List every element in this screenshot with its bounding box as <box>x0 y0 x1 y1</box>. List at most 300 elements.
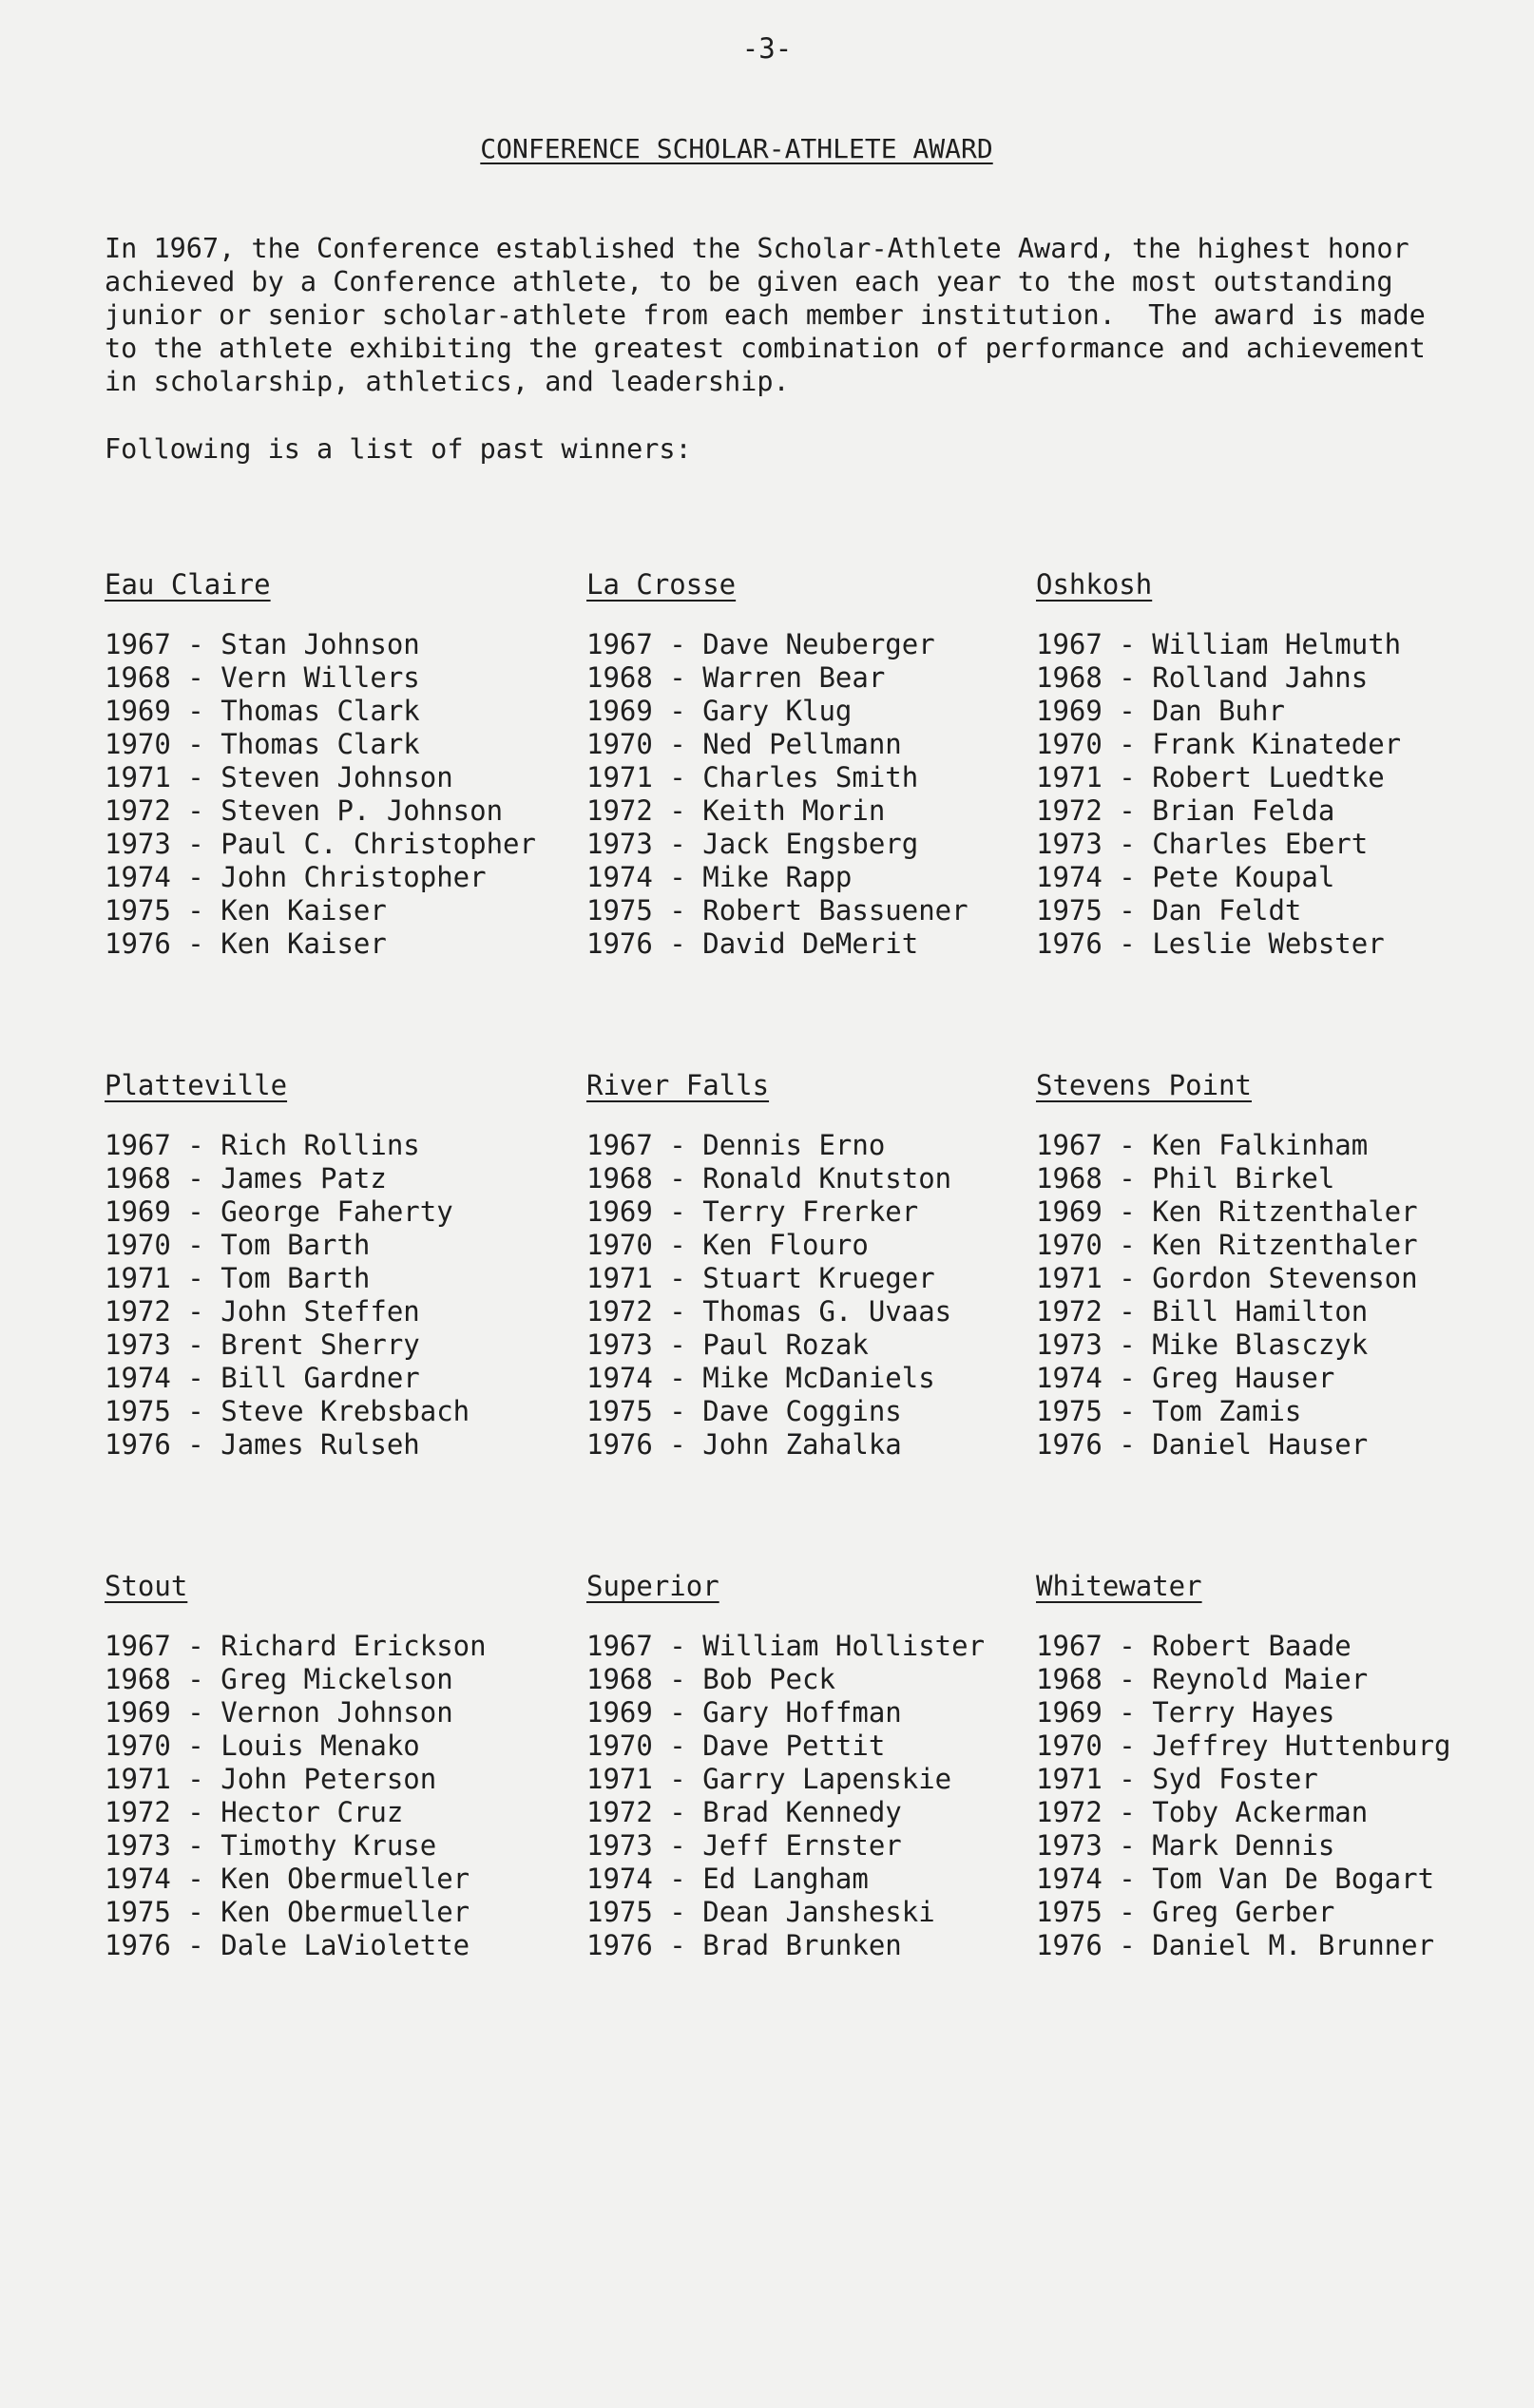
winner-entry <box>1036 1663 1502 1696</box>
winner-year: 1975 <box>586 1395 653 1427</box>
winner-separator: - <box>170 1763 221 1795</box>
winner-name: Stan Johnson <box>221 628 420 660</box>
winner-year: 1975 <box>586 1896 653 1928</box>
winner-entry <box>586 1829 1052 1863</box>
winner-separator: - <box>652 695 703 727</box>
winner-name: Dave Pettit <box>702 1730 886 1762</box>
winner-entry <box>586 1929 1052 1962</box>
winner-year: 1973 <box>1036 1328 1103 1361</box>
winner-year: 1974 <box>586 1362 653 1394</box>
winner-separator: - <box>1102 1796 1153 1828</box>
school-block <box>1036 568 1502 961</box>
winner-name: Ken Kaiser <box>221 927 387 960</box>
winner-year: 1976 <box>586 1428 653 1461</box>
winner-name: Tom Barth <box>221 1262 371 1294</box>
winner-year: 1972 <box>1036 794 1103 827</box>
winner-separator: - <box>652 1395 703 1427</box>
winner-name: Charles Smith <box>702 761 919 793</box>
winner-name: Ed Langham <box>702 1863 869 1895</box>
winner-name: Terry Frerker <box>702 1195 919 1228</box>
winner-year: 1975 <box>1036 1395 1103 1427</box>
winner-entry <box>1036 1863 1502 1896</box>
winner-separator: - <box>170 1730 221 1762</box>
winner-name: Mike McDaniels <box>702 1362 935 1394</box>
winner-year: 1975 <box>1036 1896 1103 1928</box>
winner-entry <box>586 894 1052 927</box>
winner-entry <box>586 1129 1052 1162</box>
winner-entry <box>105 1896 570 1929</box>
winner-name: Louis Menako <box>221 1730 420 1762</box>
winner-separator: - <box>1102 695 1153 727</box>
winner-entry <box>1036 761 1502 794</box>
winner-year: 1970 <box>586 728 653 760</box>
winner-separator: - <box>170 728 221 760</box>
winner-name: Dan Feldt <box>1152 894 1302 927</box>
winner-entry <box>1036 628 1502 661</box>
winner-entry <box>1036 1362 1502 1395</box>
winner-year: 1973 <box>586 1829 653 1862</box>
winner-name: Dean Jansheski <box>702 1896 935 1928</box>
winner-name: William Hollister <box>702 1630 986 1662</box>
winner-list <box>105 1129 570 1462</box>
winner-year: 1971 <box>105 1262 171 1294</box>
winner-separator: - <box>1102 1195 1153 1228</box>
winner-separator: - <box>652 1129 703 1161</box>
winner-entry <box>586 1395 1052 1428</box>
school-name: Eau Claire <box>105 568 271 601</box>
winner-entry <box>105 1730 570 1763</box>
winner-year: 1972 <box>1036 1796 1103 1828</box>
winner-year: 1971 <box>1036 1262 1103 1294</box>
winner-separator: - <box>1102 761 1153 793</box>
winner-separator: - <box>170 1229 221 1261</box>
winner-year: 1974 <box>586 861 653 893</box>
winner-separator: - <box>1102 1730 1153 1762</box>
winner-separator: - <box>652 661 703 694</box>
winner-name: Hector Cruz <box>221 1796 404 1828</box>
winner-separator: - <box>1102 1262 1153 1294</box>
winner-entry <box>586 1362 1052 1395</box>
winner-year: 1972 <box>586 1796 653 1828</box>
winner-separator: - <box>1102 1663 1153 1695</box>
winner-separator: - <box>170 1896 221 1928</box>
winner-entry <box>105 1229 570 1262</box>
winner-separator: - <box>170 1863 221 1895</box>
winner-year: 1973 <box>105 828 171 860</box>
winner-separator: - <box>652 1295 703 1328</box>
winner-year: 1969 <box>105 1696 171 1729</box>
winner-separator: - <box>1102 1229 1153 1261</box>
school-name: Stevens Point <box>1036 1069 1252 1101</box>
winner-separator: - <box>1102 828 1153 860</box>
school-name: Whitewater <box>1036 1570 1202 1602</box>
winner-list <box>105 628 570 961</box>
intro-line: In 1967, the Conference established the Scholar-Athlete Award, the highest honor <box>105 233 1409 264</box>
winner-entry <box>586 761 1052 794</box>
winner-entry <box>586 1328 1052 1362</box>
winner-separator: - <box>652 1362 703 1394</box>
winner-year: 1976 <box>1036 1428 1103 1461</box>
winner-list <box>586 1129 1052 1462</box>
winner-entry <box>1036 1829 1502 1863</box>
winner-separator: - <box>170 1362 221 1394</box>
school-block <box>105 568 570 961</box>
winner-name: Bob Peck <box>702 1663 835 1695</box>
winner-year: 1975 <box>105 1395 171 1427</box>
winner-year: 1974 <box>586 1863 653 1895</box>
winner-separator: - <box>652 728 703 760</box>
winner-separator: - <box>1102 1929 1153 1961</box>
winner-entry <box>586 1428 1052 1462</box>
winner-entry <box>105 1129 570 1162</box>
winner-name: Bill Hamilton <box>1152 1295 1369 1328</box>
winner-name: Stuart Krueger <box>702 1262 935 1294</box>
winner-name: Daniel Hauser <box>1152 1428 1369 1461</box>
winner-year: 1968 <box>586 1663 653 1695</box>
winner-name: Keith Morin <box>702 794 886 827</box>
winner-name: Dennis Erno <box>702 1129 886 1161</box>
winner-name: Thomas G. Uvaas <box>702 1295 952 1328</box>
winner-year: 1968 <box>1036 1663 1103 1695</box>
winner-entry <box>1036 1295 1502 1328</box>
intro-line: to the athlete exhibiting the greatest combination of performance and achievement <box>105 333 1426 364</box>
winner-year: 1967 <box>586 628 653 660</box>
winner-year: 1970 <box>105 728 171 760</box>
winner-entry <box>1036 661 1502 695</box>
winner-year: 1970 <box>1036 1229 1103 1261</box>
winner-name: Dave Neuberger <box>702 628 935 660</box>
winner-year: 1967 <box>105 628 171 660</box>
winner-entry <box>105 1929 570 1962</box>
winner-separator: - <box>652 1663 703 1695</box>
winner-name: Daniel M. Brunner <box>1152 1929 1435 1961</box>
winner-entry <box>105 927 570 961</box>
winner-year: 1975 <box>1036 894 1103 927</box>
winner-name: Brent Sherry <box>221 1328 420 1361</box>
winner-separator: - <box>170 1796 221 1828</box>
winner-name: James Patz <box>221 1162 387 1194</box>
winner-entry <box>586 628 1052 661</box>
winner-year: 1974 <box>1036 1362 1103 1394</box>
winner-entry <box>586 1262 1052 1295</box>
winner-year: 1967 <box>1036 1129 1103 1161</box>
school-name: River Falls <box>586 1069 770 1101</box>
winner-separator: - <box>1102 1896 1153 1928</box>
winner-separator: - <box>652 628 703 660</box>
winner-year: 1973 <box>586 1328 653 1361</box>
winner-separator: - <box>1102 1696 1153 1729</box>
winner-entry <box>1036 1796 1502 1829</box>
winner-entry <box>586 728 1052 761</box>
winner-year: 1968 <box>586 661 653 694</box>
winner-year: 1971 <box>1036 1763 1103 1795</box>
winner-entry <box>105 1696 570 1730</box>
winner-entry <box>586 1763 1052 1796</box>
school-block <box>105 1570 570 1962</box>
winner-name: Garry Lapenskie <box>702 1763 952 1795</box>
winner-year: 1972 <box>586 1295 653 1328</box>
winner-name: John Christopher <box>221 861 487 893</box>
winner-name: Paul C. Christopher <box>221 828 536 860</box>
winner-year: 1968 <box>105 1663 171 1695</box>
winner-year: 1968 <box>1036 661 1103 694</box>
winner-separator: - <box>1102 794 1153 827</box>
winner-entry <box>1036 861 1502 894</box>
winner-entry <box>1036 1428 1502 1462</box>
winner-year: 1968 <box>586 1162 653 1194</box>
winner-separator: - <box>1102 1295 1153 1328</box>
winner-entry <box>1036 794 1502 828</box>
winner-year: 1970 <box>586 1730 653 1762</box>
winner-entry <box>1036 1630 1502 1663</box>
winner-year: 1974 <box>1036 1863 1103 1895</box>
winner-entry <box>586 1195 1052 1229</box>
winner-separator: - <box>170 628 221 660</box>
winner-separator: - <box>652 1195 703 1228</box>
winner-year: 1973 <box>1036 1829 1103 1862</box>
winner-list <box>105 1630 570 1962</box>
winner-separator: - <box>652 1796 703 1828</box>
winner-name: Terry Hayes <box>1152 1696 1335 1729</box>
winner-name: Gary Klug <box>702 695 853 727</box>
winner-list <box>1036 1129 1502 1462</box>
winner-separator: - <box>652 1162 703 1194</box>
winner-entry <box>105 695 570 728</box>
winner-separator: - <box>170 927 221 960</box>
winner-year: 1970 <box>105 1730 171 1762</box>
winner-year: 1976 <box>105 1929 171 1961</box>
winner-name: Ken Ritzenthaler <box>1152 1229 1418 1261</box>
winner-list <box>1036 628 1502 961</box>
winner-entry <box>586 861 1052 894</box>
winner-entry <box>105 1328 570 1362</box>
winner-entry <box>105 1630 570 1663</box>
winner-year: 1971 <box>586 761 653 793</box>
winner-entry <box>105 1863 570 1896</box>
winner-separator: - <box>1102 1630 1153 1662</box>
winner-name: Robert Baade <box>1152 1630 1352 1662</box>
winner-entry <box>105 1829 570 1863</box>
winner-year: 1973 <box>105 1328 171 1361</box>
winner-year: 1971 <box>586 1262 653 1294</box>
winner-separator: - <box>170 1129 221 1161</box>
school-name: Superior <box>586 1570 719 1602</box>
intro-line: achieved by a Conference athlete, to be given each year to the most outstanding <box>105 266 1393 297</box>
winner-year: 1967 <box>1036 1630 1103 1662</box>
winner-year: 1972 <box>1036 1295 1103 1328</box>
winner-separator: - <box>170 1696 221 1729</box>
winner-name: William Helmuth <box>1152 628 1402 660</box>
winner-name: Thomas Clark <box>221 695 420 727</box>
winner-year: 1967 <box>1036 628 1103 660</box>
winner-name: John Zahalka <box>702 1428 902 1461</box>
winner-name: Paul Rozak <box>702 1328 869 1361</box>
school-block <box>1036 1570 1502 1962</box>
winner-name: Brian Felda <box>1152 794 1335 827</box>
winner-entry <box>1036 1328 1502 1362</box>
winner-separator: - <box>652 1829 703 1862</box>
winner-year: 1967 <box>586 1630 653 1662</box>
winner-entry <box>586 1229 1052 1262</box>
winner-year: 1976 <box>1036 1929 1103 1961</box>
winner-year: 1974 <box>1036 861 1103 893</box>
winner-name: Mike Rapp <box>702 861 853 893</box>
winner-entry <box>1036 1262 1502 1295</box>
winner-separator: - <box>652 1428 703 1461</box>
winner-name: Syd Foster <box>1152 1763 1318 1795</box>
winner-list <box>586 1630 1052 1962</box>
winner-entry <box>105 794 570 828</box>
winner-name: Reynold Maier <box>1152 1663 1369 1695</box>
winner-separator: - <box>652 1896 703 1928</box>
winner-year: 1973 <box>586 828 653 860</box>
winner-name: Leslie Webster <box>1152 927 1385 960</box>
winner-year: 1969 <box>1036 695 1103 727</box>
winner-separator: - <box>1102 1763 1153 1795</box>
winner-entry <box>586 1796 1052 1829</box>
page-title: CONFERENCE SCHOLAR-ATHLETE AWARD <box>480 133 993 164</box>
winner-separator: - <box>170 761 221 793</box>
winner-name: Greg Gerber <box>1152 1896 1335 1928</box>
winner-year: 1974 <box>105 1863 171 1895</box>
winner-separator: - <box>170 1929 221 1961</box>
winner-name: Rich Rollins <box>221 1129 420 1161</box>
winner-separator: - <box>1102 1162 1153 1194</box>
winner-entry <box>586 1630 1052 1663</box>
winner-separator: - <box>652 1328 703 1361</box>
winner-entry <box>1036 1896 1502 1929</box>
winner-entry <box>105 728 570 761</box>
winner-entry <box>105 661 570 695</box>
winner-name: Bill Gardner <box>221 1362 420 1394</box>
school-block <box>105 1069 570 1462</box>
winner-separator: - <box>652 1929 703 1961</box>
winner-name: Greg Mickelson <box>221 1663 453 1695</box>
winner-entry <box>586 661 1052 695</box>
winner-entry <box>1036 1763 1502 1796</box>
winner-entry <box>586 1730 1052 1763</box>
winner-entry <box>586 828 1052 861</box>
winner-separator: - <box>652 894 703 927</box>
winner-name: Tom Barth <box>221 1229 371 1261</box>
school-name: La Crosse <box>586 568 737 601</box>
winner-year: 1974 <box>105 861 171 893</box>
winner-entry <box>105 1195 570 1229</box>
winner-year: 1972 <box>105 1295 171 1328</box>
winner-name: Steven Johnson <box>221 761 453 793</box>
winner-separator: - <box>170 1262 221 1294</box>
winner-year: 1968 <box>105 1162 171 1194</box>
winner-name: Ken Ritzenthaler <box>1152 1195 1418 1228</box>
winner-year: 1969 <box>105 1195 171 1228</box>
winner-list <box>586 628 1052 961</box>
winner-name: Jack Engsberg <box>702 828 919 860</box>
winner-separator: - <box>1102 1863 1153 1895</box>
winner-separator: - <box>652 1229 703 1261</box>
winner-name: Ken Falkinham <box>1152 1129 1369 1161</box>
winner-entry <box>1036 828 1502 861</box>
winner-name: Thomas Clark <box>221 728 420 760</box>
winner-year: 1971 <box>586 1763 653 1795</box>
winner-entry <box>586 695 1052 728</box>
winner-year: 1971 <box>105 761 171 793</box>
winner-year: 1975 <box>586 894 653 927</box>
winner-name: Brad Kennedy <box>702 1796 902 1828</box>
winner-name: Vernon Johnson <box>221 1696 453 1729</box>
winner-name: Ned Pellmann <box>702 728 902 760</box>
school-name: Stout <box>105 1570 188 1602</box>
intro-line: junior or senior scholar-athlete from each member institution. The award is made <box>105 299 1426 331</box>
winner-year: 1971 <box>1036 761 1103 793</box>
winner-name: Mark Dennis <box>1152 1829 1335 1862</box>
winner-year: 1975 <box>105 894 171 927</box>
winner-name: Toby Ackerman <box>1152 1796 1369 1828</box>
winner-separator: - <box>170 1395 221 1427</box>
winner-name: John Peterson <box>221 1763 437 1795</box>
winner-separator: - <box>1102 728 1153 760</box>
winner-year: 1973 <box>105 1829 171 1862</box>
winner-entry <box>105 1428 570 1462</box>
winner-entry <box>586 1896 1052 1929</box>
winner-year: 1972 <box>105 794 171 827</box>
winner-year: 1968 <box>105 661 171 694</box>
winner-list <box>1036 1630 1502 1962</box>
winner-entry <box>105 1395 570 1428</box>
winner-year: 1976 <box>586 927 653 960</box>
winner-separator: - <box>652 927 703 960</box>
winner-separator: - <box>652 1630 703 1662</box>
winner-entry <box>105 1162 570 1195</box>
winner-entry <box>1036 927 1502 961</box>
winner-entry <box>586 794 1052 828</box>
winner-separator: - <box>652 861 703 893</box>
past-winners-intro: Following is a list of past winners: <box>105 433 692 465</box>
winner-separator: - <box>170 828 221 860</box>
page-number: -3- <box>741 32 793 65</box>
winner-separator: - <box>1102 628 1153 660</box>
winner-separator: - <box>170 1295 221 1328</box>
winner-separator: - <box>170 861 221 893</box>
winner-name: Tom Zamis <box>1152 1395 1302 1427</box>
winner-year: 1973 <box>1036 828 1103 860</box>
winner-year: 1972 <box>105 1796 171 1828</box>
winner-entry <box>105 1763 570 1796</box>
winner-separator: - <box>1102 1129 1153 1161</box>
school-name: Oshkosh <box>1036 568 1153 601</box>
winner-name: Brad Brunken <box>702 1929 902 1961</box>
winner-year: 1970 <box>1036 728 1103 760</box>
winner-entry <box>1036 1195 1502 1229</box>
winner-entry <box>1036 1229 1502 1262</box>
winner-year: 1976 <box>1036 927 1103 960</box>
winner-year: 1969 <box>105 695 171 727</box>
winner-name: David DeMerit <box>702 927 919 960</box>
winner-year: 1969 <box>586 1195 653 1228</box>
winner-entry <box>586 1295 1052 1328</box>
winner-name: Ronald Knutston <box>702 1162 952 1194</box>
winner-entry <box>1036 1730 1502 1763</box>
winner-year: 1969 <box>586 695 653 727</box>
winner-separator: - <box>1102 927 1153 960</box>
winner-separator: - <box>652 1696 703 1729</box>
winner-name: George Faherty <box>221 1195 453 1228</box>
winner-name: Robert Bassuener <box>702 894 968 927</box>
winner-name: Ken Kaiser <box>221 894 387 927</box>
winner-entry <box>1036 1162 1502 1195</box>
winner-name: Robert Luedtke <box>1152 761 1385 793</box>
winner-separator: - <box>170 1663 221 1695</box>
winner-entry <box>105 894 570 927</box>
